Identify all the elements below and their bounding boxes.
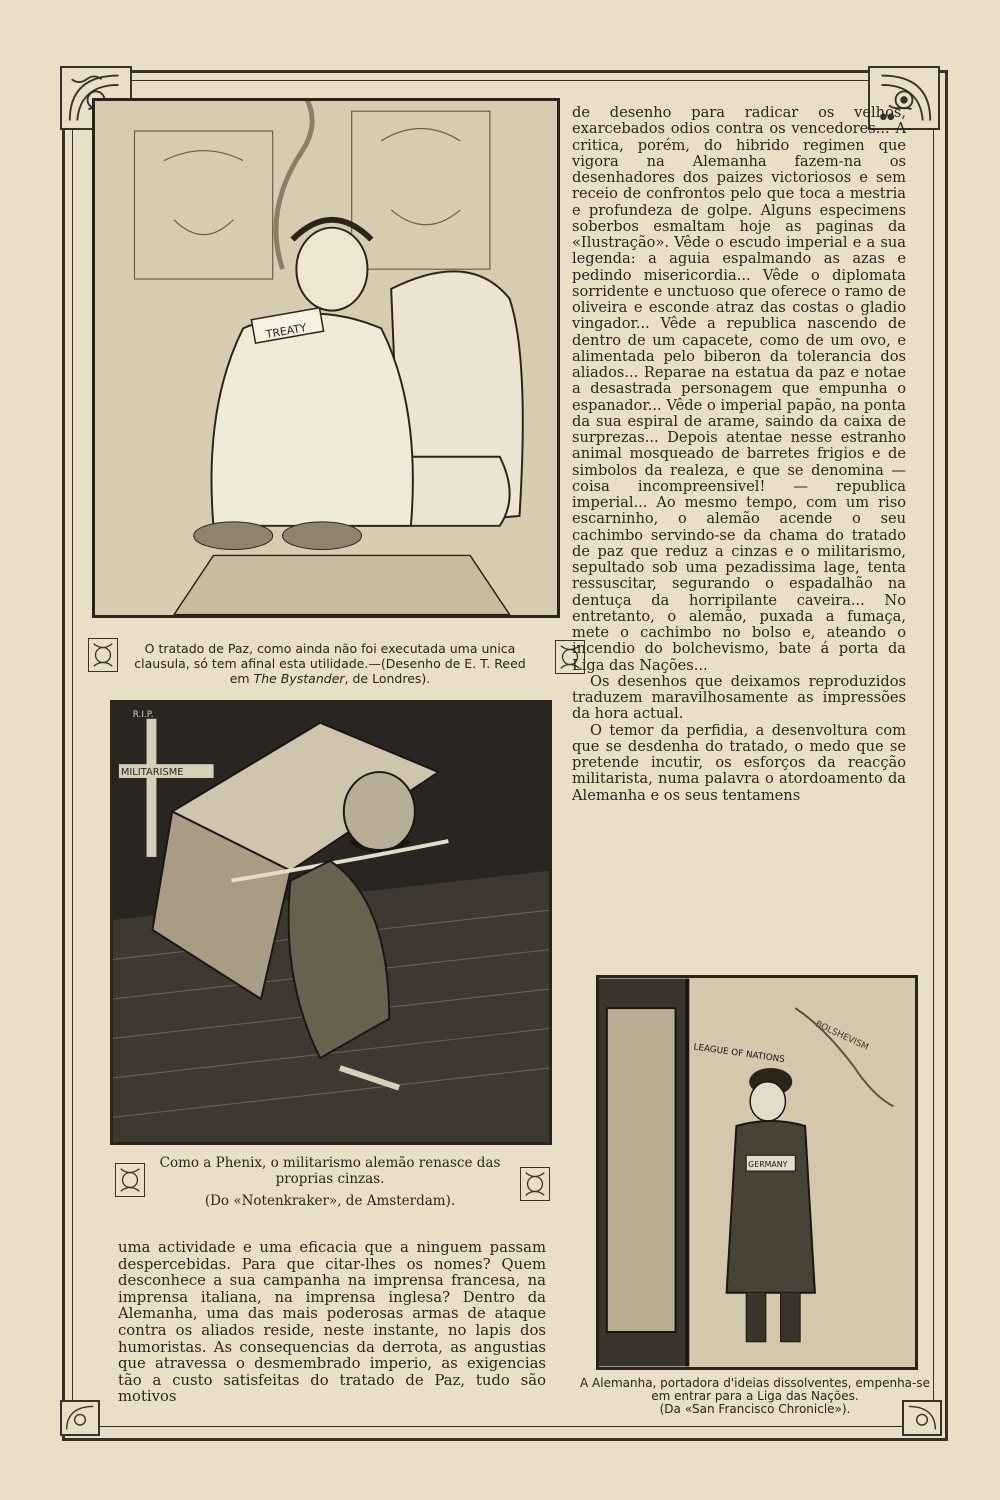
caption-treaty-end: , de Londres).: [344, 671, 431, 686]
league-label: LEAGUE OF NATIONS: [692, 1042, 786, 1066]
germany-label: GERMANY: [748, 1160, 788, 1170]
caption-treaty-text: O tratado de Paz, como ainda não foi executada uma unica clausula, só tem afinal esta utilidade.—(Desenho de E. T. Reed em: [134, 641, 526, 686]
caption-militarism-source: (Do «Notenkraker», de Amsterdam).: [204, 1193, 456, 1209]
caption-league-source: (Da «San Francisco Chronicle»).: [659, 1402, 851, 1416]
cartoon-treaty-armchair: [92, 98, 560, 618]
article-right-column: [572, 105, 906, 804]
caption-militarism-text: Como a Phenix, o militarismo alemão renasce das proprias cinzas.: [159, 1155, 501, 1187]
caption2-ornament-left: [115, 1163, 145, 1197]
article-paragraph-3: O temor da perfidia, a desenvoltura com que se desdenha do tratado, o medo que se pretende incutir, os esforços da reacção militarista, numa palavra o atordoamento da Alemanha e os seus tentamens: [572, 721, 906, 804]
cartoon-militarism-phoenix: [110, 700, 552, 1145]
article-paragraph-2: Os desenhos que deixamos reproduzidos traduzem maravilhosamente as impressões da hora actual.: [572, 672, 906, 723]
treaty-label: TREATY: [264, 321, 308, 342]
article-bottom-column: [118, 1240, 546, 1406]
caption-league-text: A Alemanha, portadora d'ideias dissolventes, empenha-se em entrar para a Liga das Nações.: [580, 1376, 930, 1403]
caption-treaty-publication: The Bystander: [253, 671, 345, 686]
article-paragraph-1: de desenho para radicar os velhos, exarcebados odios contra os vencedores... A critica, porém, do hibrido regimen que vigora na Alemanha fazem-na os desenhadores dos paizes victoriosos e sem receio de confrontos pelo que toca a mestria e profundeza de golpe. Alguns especimens soberbos esmaltam hoje as paginas da «Ilustração». Vêde o escudo imperial e a sua legenda: a aguia espalmando as azas e pedindo misericordia... Vêde o diplomata sorridente e unctuoso que oferece o ramo de oliveira e esconde atraz das costas o gladio vingador... Vêde a republica nascendo de dentro de um capacete, como de um ovo, e alimentada pelo biberon da tolerancia dos aliados... Reparae na estatua da paz e notae a desastrada personagem que empunha o espanador... Vêde o imperial papão, na ponta da sua espiral de arame, saindo da caixa de surprezas... Depois atentae nesse estranho animal mosqueado de barretes frigios e de simbolos da realeza, e que se denomina — coisa incompreensivel! — republica imperial... Ao mesmo tempo, com um riso escarninho, o alemão acende o seu cachimbo servindo-se da chama do tratado de paz que reduz a cinzas e o militarismo, sepultado sob uma pezadissima lage, tenta ressuscitar, segurando o espadalhão na dentuça da horripilante caveira... No entretanto, o alemão, puxada a fumaça, mete o cachimbo no bolso e, ateando o incendio do bolchevismo, bate á porta da Liga das Nações...: [572, 104, 906, 674]
caption-militarism: [150, 1155, 510, 1209]
caption-league: [575, 1377, 935, 1416]
bolshevism-label: BOLSHEVISM: [813, 1019, 870, 1053]
caption2-ornament-right: [520, 1167, 550, 1201]
caption-treaty: [130, 641, 530, 686]
caption-ornament-left: [88, 638, 118, 672]
rip-label: R.I.P.: [132, 709, 154, 720]
militarisme-label: MILITARISME: [120, 767, 184, 779]
article-bottom-paragraph: uma actividade e uma eficacia que a ninguem passam despercebidas. Para que citar-lhes os nomes? Quem desconhece a sua campanha na imprensa francesa, na imprensa italiana, na imprensa inglesa? Dentro da Alemanha, uma das mais poderosas armas de ataque contra os aliados reside, neste instante, no lapis dos humoristas. As consequencias da derrota, as angustias que atravessa o desmembrado imperio, as exigencias tão a custo satisfeitas do tratado de Paz, tudo são motivos: [118, 1239, 546, 1406]
corner-ornament-bottom-left: [60, 1400, 100, 1436]
cartoon-league-of-nations: [596, 975, 918, 1370]
